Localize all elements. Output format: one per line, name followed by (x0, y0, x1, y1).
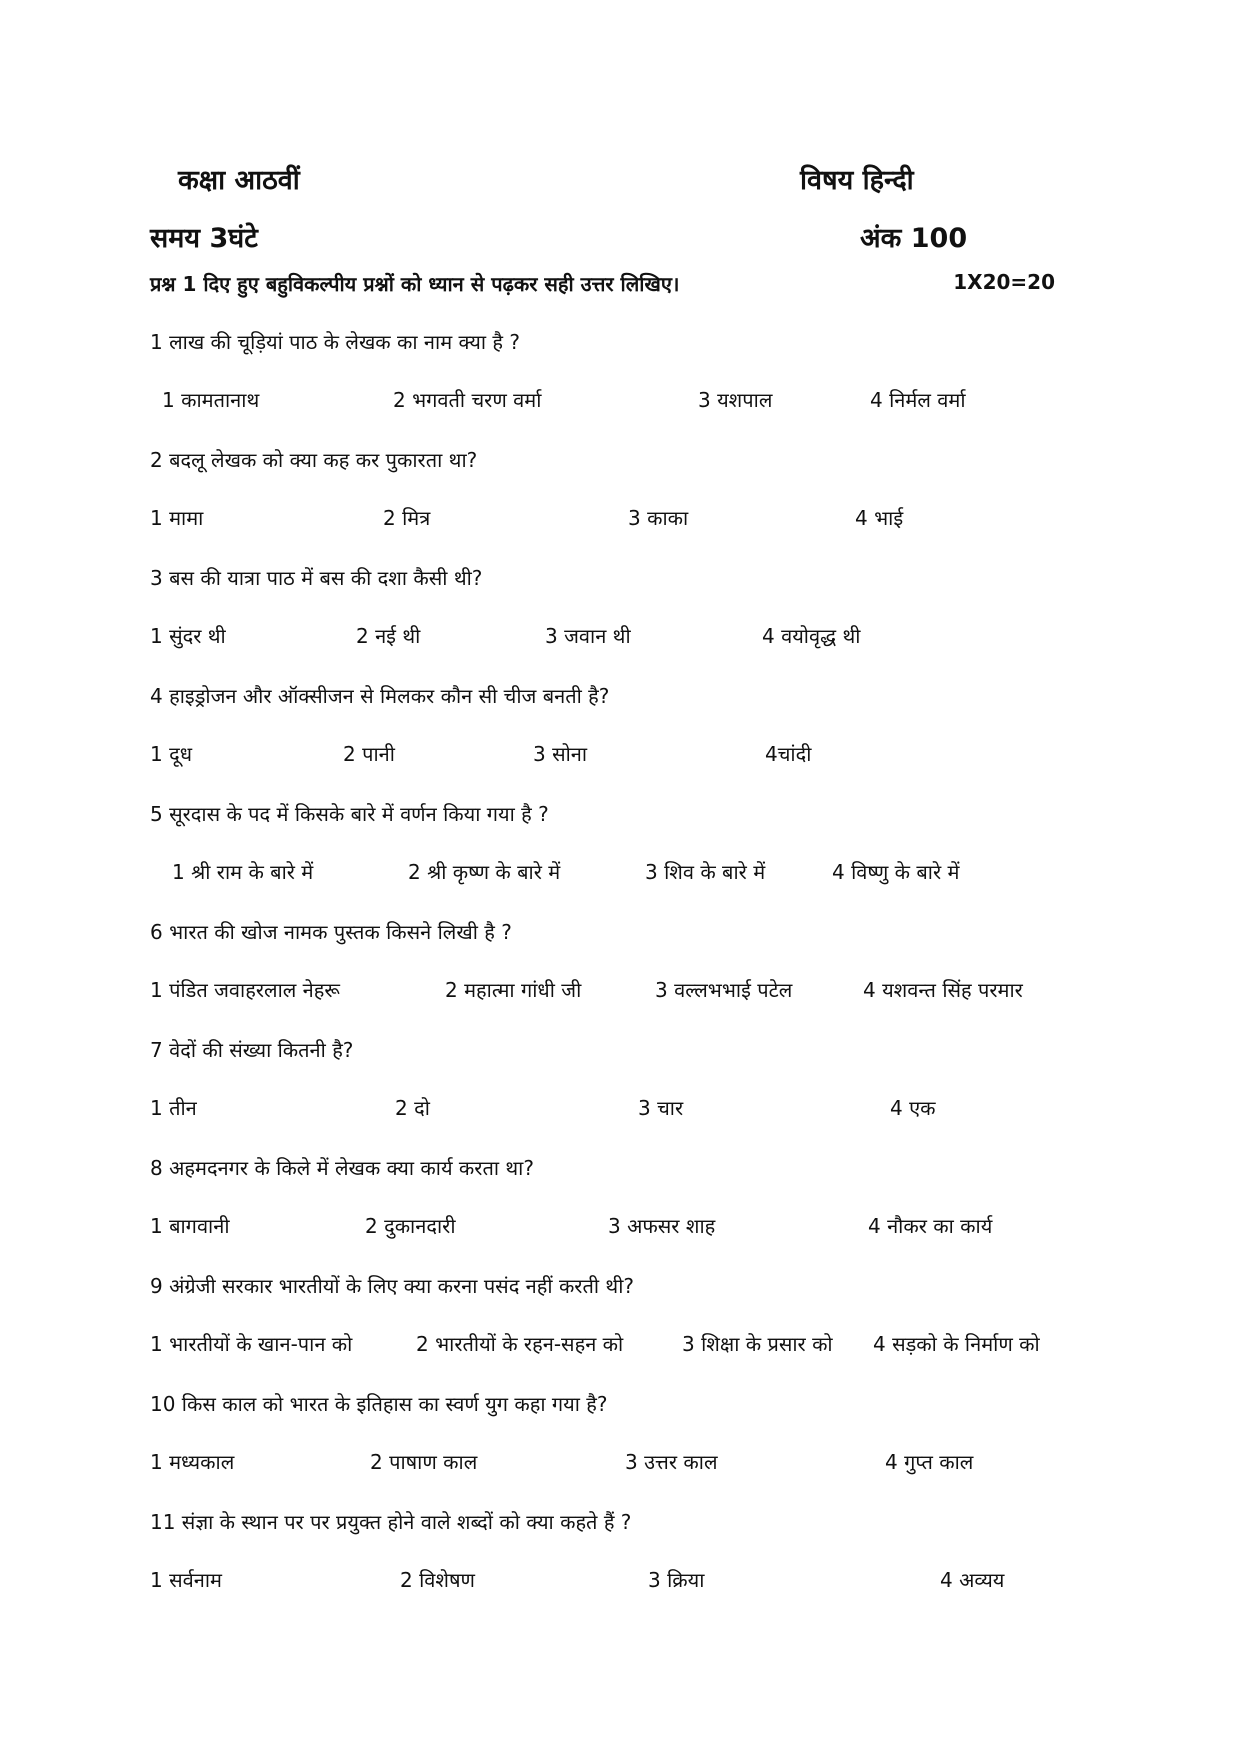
options-8 (150, 1212, 1130, 1242)
option: 4 अव्यय (940, 1568, 1005, 1592)
options-11 (150, 1566, 1130, 1596)
option: 4 निर्मल वर्मा (870, 388, 966, 412)
option: 1 भारतीयों के खान-पान को (150, 1332, 353, 1356)
option: 1 सर्वनाम (150, 1568, 222, 1592)
option: 2 श्री कृष्ण के बारे में (408, 860, 561, 884)
option: 3 जवान थी (545, 624, 631, 648)
option: 4 भाई (855, 506, 904, 530)
option: 3 उत्तर काल (625, 1450, 718, 1474)
question-9: 9 अंग्रेजी सरकार भारतीयों के लिए क्या करना पसंद नहीं करती थी? (150, 1274, 634, 1298)
options-2 (150, 504, 1130, 534)
class-label: कक्षा आठवीं (178, 165, 300, 196)
option: 4 वयोवृद्ध थी (762, 624, 861, 648)
time-label: समय 3घंटे (150, 223, 258, 254)
option: 4 एक (890, 1096, 936, 1120)
option: 3 सोना (533, 742, 588, 766)
option: 3 शिक्षा के प्रसार को (682, 1332, 833, 1356)
option: 4चांदी (765, 742, 812, 766)
option: 4 यशवन्त सिंह परमार (863, 978, 1023, 1002)
option: 3 अफसर शाह (608, 1214, 716, 1238)
question-5: 5 सूरदास के पद में किसके बारे में वर्णन किया गया है ? (150, 802, 549, 826)
question-4: 4 हाइड्रोजन और ऑक्सीजन से मिलकर कौन सी चीज बनती है? (150, 684, 610, 708)
option: 2 विशेषण (400, 1568, 476, 1592)
option: 3 वल्लभभाई पटेल (655, 978, 793, 1002)
option: 3 शिव के बारे में (645, 860, 766, 884)
option: 3 यशपाल (698, 388, 773, 412)
question-6: 6 भारत की खोज नामक पुस्तक किसने लिखी है ? (150, 920, 512, 944)
instruction (150, 270, 1055, 297)
options-7 (150, 1094, 1130, 1124)
option: 3 चार (638, 1096, 684, 1120)
question-1: 1 लाख की चूड़ियां पाठ के लेखक का नाम क्या है ? (150, 330, 520, 354)
option: 1 पंडित जवाहरलाल नेहरू (150, 978, 340, 1002)
question-3: 3 बस की यात्रा पाठ में बस की दशा कैसी थी? (150, 566, 483, 590)
option: 1 मध्यकाल (150, 1450, 235, 1474)
option: 3 क्रिया (648, 1568, 705, 1592)
option: 1 बागवानी (150, 1214, 230, 1238)
option: 2 भारतीयों के रहन-सहन को (416, 1332, 624, 1356)
options-1 (150, 386, 1130, 416)
option: 1 दूध (150, 742, 193, 766)
option: 2 दो (395, 1096, 430, 1120)
option: 2 दुकानदारी (365, 1214, 456, 1238)
option: 3 काका (628, 506, 689, 530)
option: 2 पानी (343, 742, 395, 766)
option: 2 पाषाण काल (370, 1450, 478, 1474)
question-10: 10 किस काल को भारत के इतिहास का स्वर्ण युग कहा गया है? (150, 1392, 608, 1416)
question-7: 7 वेदों की संख्या कितनी है? (150, 1038, 354, 1062)
question-11: 11 संज्ञा के स्थान पर पर प्रयुक्त होने वाले शब्दों को क्या कहते हैं ? (150, 1510, 632, 1534)
option: 2 भगवती चरण वर्मा (393, 388, 542, 412)
options-9 (150, 1330, 1130, 1360)
option: 1 तीन (150, 1096, 197, 1120)
options-3 (150, 622, 1130, 652)
option: 2 नई थी (356, 624, 421, 648)
option: 1 श्री राम के बारे में (172, 860, 314, 884)
option: 1 मामा (150, 506, 204, 530)
marks-label: अंक 100 (860, 223, 968, 254)
options-10 (150, 1448, 1130, 1478)
option: 1 सुंदर थी (150, 624, 226, 648)
options-6 (150, 976, 1130, 1006)
question-2: 2 बदलू लेखक को क्या कह कर पुकारता था? (150, 448, 478, 472)
option: 1 कामतानाथ (162, 388, 260, 412)
option: 2 मित्र (383, 506, 431, 530)
option: 4 गुप्त काल (885, 1450, 974, 1474)
option: 4 नौकर का कार्य (868, 1214, 993, 1238)
options-4 (150, 740, 1130, 770)
subject-label: विषय हिन्दी (800, 165, 914, 196)
options-5 (150, 858, 1130, 888)
option: 4 सड़को के निर्माण को (873, 1332, 1040, 1356)
option: 2 महात्मा गांधी जी (445, 978, 582, 1002)
question-8: 8 अहमदनगर के किले में लेखक क्या कार्य करता था? (150, 1156, 534, 1180)
option: 4 विष्णु के बारे में (832, 860, 960, 884)
instruction-text: प्रश्न 1 दिए हुए बहुविकल्पीय प्रश्नों को ध्यान से पढ़कर सही उत्तर लिखिए। (150, 272, 680, 296)
instruction-marks: 1X20=20 (953, 270, 1055, 294)
